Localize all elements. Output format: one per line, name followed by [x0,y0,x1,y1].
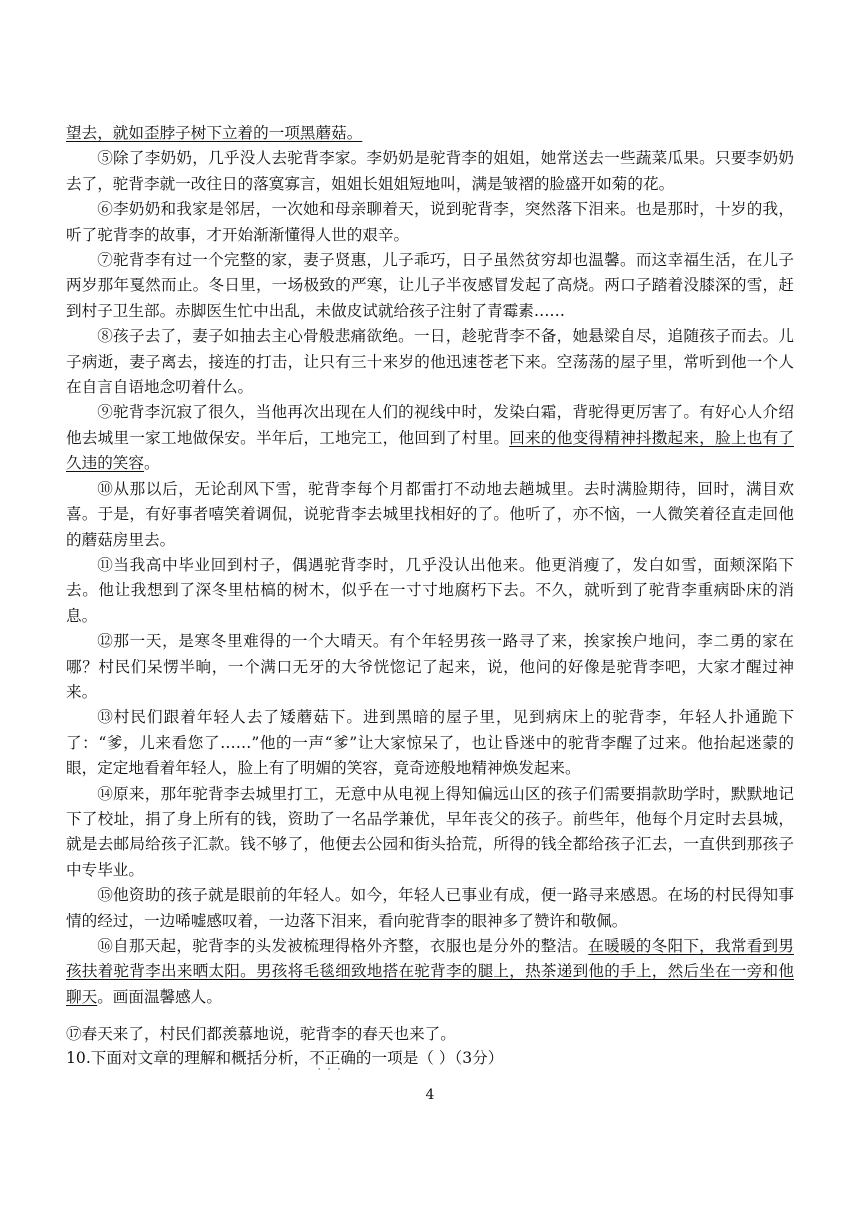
paragraph-11: ⑪当我高中毕业回到村子，偶遇驼背李时，几乎没认出他来。他更消瘦了，发白如雪，面颊深陷下去。他让我想到了深冬里枯槁的树木，似乎在一寸寸地腐朽下去。不久，就听到了驼背李重病卧床的消息。 [66,555,794,625]
question-10 [66,1046,504,1075]
paragraph-17: ⑰春天来了，村民们都羡慕地说，驼背李的春天也来了。 [66,1025,456,1044]
paragraph-6: ⑥李奶奶和我家是邻居，一次她和母亲聊着天，说到驼背李，突然落下泪来。也是那时，十岁的我，听了驼背李的故事，才开始渐渐懂得人世的艰辛。 [66,200,794,244]
underlined-sentence: 望去，就如歪脖子树下立着的一项黑蘑菇。 [66,124,363,142]
paragraph-8: ⑧孩子去了，妻子如抽去主心骨般悲痛欲绝。一日，趁驼背李不备，她悬梁自尽，追随孩子而去。儿子病逝，妻子离去，接连的打击，让只有三十来岁的他迅速苍老下来。空荡荡的屋子里，常听到他一个人在自言自语地念叨着什么。 [66,327,794,397]
paragraph-13: ⑬村民们跟着年轻人去了矮蘑菇下。进到黑暗的屋子里，见到病床上的驼背李，年轻人扑通跪下了：“爹，儿来看您了……”他的一声“爹”让大家惊呆了，也让昏迷中的驼背李醒了过来。他抬起迷蒙的眼，定定地看着年轻人，脸上有了明媚的笑容，竟奇迹般地精神焕发起来。 [66,708,794,778]
emphasis-dots: ··· [317,1065,348,1075]
paragraph-5: ⑤除了李奶奶，几乎没人去驼背李家。李奶奶是驼背李的姐姐，她常送去一些蔬菜瓜果。只要李奶奶去了，驼背李就一改往日的落寞寡言，姐姐长姐姐短地叫，满是皱褶的脸盛开如菊的花。 [66,149,794,193]
paragraph-16 [66,934,794,1010]
paragraph-16-text: ⑯自那天起，驼背李的头发被梳理得格外齐整，衣服也是分外的整洁。 [97,937,589,955]
paragraph-9-end: 。 [143,454,160,473]
question-suffix: 的一项是（ ）（3分） [355,1049,504,1067]
paragraph-7: ⑦驼背李有过一个完整的家，妻子贤惠，儿子乖巧，日子虽然贫穷却也温馨。而这幸福生活，在儿子两岁那年戛然而止。冬日里，一场极致的严寒，让儿子半夜感冒发起了高烧。两口子踏着没膝深的雪，赶到村子卫生部。赤脚医生忙中出乱，未做皮试就给孩子注射了青霉素…… [66,251,794,320]
emphasis-text: 不正确 [309,1049,356,1067]
paragraph-4-end [66,121,794,146]
paragraph-12: ⑫那一天，是寒冬里难得的一个大晴天。有个年轻男孩一路寻了来，挨家挨户地问，李二勇的家在哪？村民们呆愣半晌，一个满口无牙的大爷恍惚记了起来，说，他问的好像是驼背李吧，大家才醒过神来。 [66,632,794,701]
paragraph-14: ⑭原来，那年驼背李去城里打工，无意中从电视上得知偏远山区的孩子们需要捐款助学时，默默地记下了校址，捐了身上所有的钱，资助了一名品学兼优，早年丧父的孩子。前些年，他每个月定时去县城，就是去邮局给孩子汇款。钱不够了，他便去公园和街头拾荒，所得的钱全都给孩子汇去，一直供到那孩子中专毕业。 [66,784,794,879]
question-prefix: 10.下面对文章的理解和概括分析， [66,1049,310,1067]
paragraph-9 [66,400,794,476]
underlined-sentence: 在暖暖的冬阳下，我常看到男孩扶着驼背李出来晒太阳。男孩将毛毯细致地搭在驼背李的腿上，热茶递到他的手上，然后坐在一旁和他聊天 [66,937,794,1006]
paragraph-10: ⑩从那以后，无论刮风下雪，驼背李每个月都雷打不动地去趟城里。去时满脸期待，回时，满目欢喜。于是，有好事者嘻笑着调侃，说驼背李去城里找相好的了。他听了，亦不恼，一人微笑着径直走回他的蘑菇房里去。 [66,479,794,549]
emphasized-word [309,1049,356,1075]
page-number: 4 [425,1087,435,1103]
underlined-sentence: 回来的他变得精神抖擞起来，脸上也有了久违的笑容 [66,428,794,473]
paragraph-9-text: ⑨驼背李沉寂了很久，当他再次出现在人们的视线中时，发染白霜，背驼得更厉害了。有好心人介绍他去城里一家工地做保安。半年后，工地完工，他回到了村里。 [66,403,794,447]
paragraph-15: ⑮他资助的孩子就是眼前的年轻人。如今，年轻人已事业有成，便一路寻来感恩。在场的村民得知事情的经过，一边唏嘘感叹着，一边落下泪来，看向驼背李的眼神多了赞许和敬佩。 [66,886,794,930]
reading-passage [66,121,794,1048]
paragraph-16-end: 。画面温馨感人。 [97,987,222,1006]
